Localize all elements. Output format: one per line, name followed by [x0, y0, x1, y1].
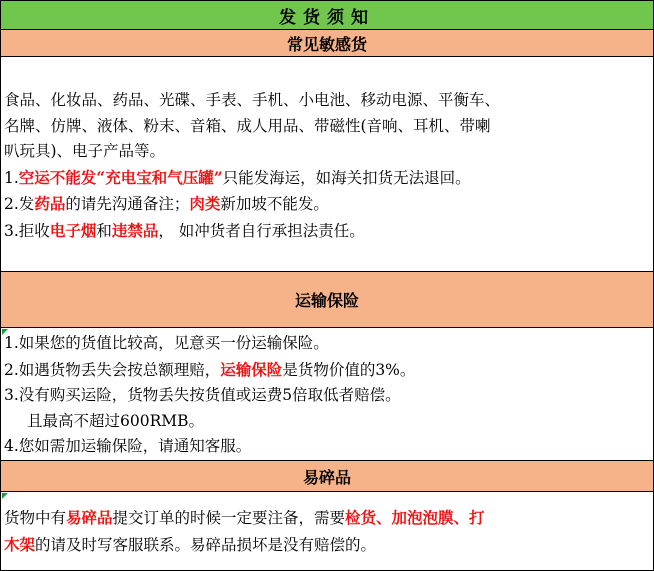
page-title: 发货须知	[1, 0, 653, 30]
highlight-text: 木架	[4, 534, 36, 554]
sensitive-intro-line-1: 食品、化妆品、药品、光碟、手表、手机、小电池、移动电源、平衡车、	[4, 91, 501, 109]
highlight-text: 违禁品	[111, 220, 159, 240]
insurance-line-2	[1, 357, 653, 384]
insurance-line-3: 3.没有购买运险，货物丢失按货值或运费5倍取低者赔偿。	[4, 386, 401, 404]
highlight-text: 检货、加泡泡膜、打	[345, 508, 485, 527]
highlight-text: 运输保险	[220, 359, 283, 379]
rule-number: 1.	[4, 168, 19, 187]
fragile-line-1	[1, 505, 653, 532]
sensitive-goods-body	[1, 57, 653, 272]
insurance-line-3-cont: 且最高不超过600RMB。	[27, 411, 205, 430]
sensitive-intro-line-3: 叭玩具)、电子产品等。	[4, 142, 166, 160]
rule-text: 拒收	[18, 221, 50, 240]
highlight-text: 电子烟	[49, 220, 97, 240]
rule-text: 新加坡不能发。	[220, 195, 329, 213]
sensitive-rule-3	[1, 218, 653, 245]
highlight-text: 空运不能发“充电宝和气压罐”	[18, 167, 223, 187]
rule-text: 2.如遇货物丢失会按总额理赔，	[4, 360, 221, 379]
highlight-text: 易碎品	[66, 508, 113, 527]
section-header-fragile: 易碎品	[1, 461, 653, 492]
sensitive-intro-line-2: 名牌、仿牌、液体、粉末、音箱、成人用品、带磁性(音响、耳机、带喇	[4, 116, 491, 135]
rule-text: 的请先沟通备注；	[65, 195, 190, 213]
highlight-text: 肉类	[189, 194, 221, 213]
sensitive-rule-1	[1, 165, 653, 192]
rule-text: 提交订单的时候一定要注备，需要	[112, 509, 346, 527]
section-header-insurance: 运输保险	[1, 272, 653, 328]
rule-text: 是货物价值的3%。	[282, 360, 416, 379]
rule-text: 的请及时写客服联系。易碎品损坏是没有赔偿的。	[35, 535, 377, 554]
rule-text: 和	[96, 221, 112, 240]
rule-number: 3.	[4, 221, 19, 240]
rule-text: 只能发海运，如海关扣货无法退回。	[222, 168, 471, 187]
rule-number: 2.	[4, 195, 19, 213]
insurance-body	[1, 328, 653, 461]
insurance-line-1: 1.如果您的货值比较高，见意买一份运输保险。	[4, 334, 329, 352]
insurance-line-4: 4.您如需加运输保险，请通知客服。	[4, 437, 252, 455]
rule-text: ， 如冲货者自行承担法责任。	[158, 221, 365, 240]
fragile-line-2	[1, 532, 653, 559]
fragile-body	[1, 492, 653, 570]
rule-text: 货物中有	[4, 509, 67, 527]
highlight-text: 药品	[34, 194, 66, 213]
section-header-sensitive: 常见敏感货	[1, 30, 653, 57]
rule-text: 发	[18, 195, 35, 213]
sensitive-rule-2	[1, 191, 653, 218]
